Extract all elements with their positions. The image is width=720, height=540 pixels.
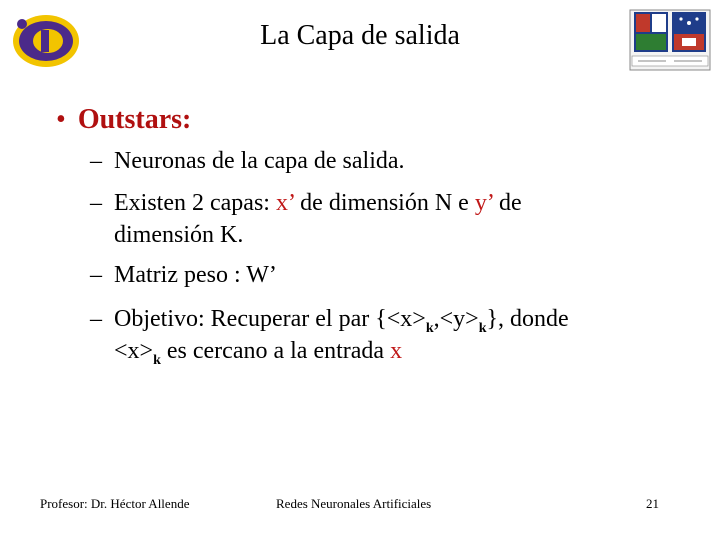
list-item-continuation: $<x>_k$ es cercano a la entrada x <box>114 338 403 368</box>
page-number: 21 <box>646 496 659 511</box>
list-item: – Matriz peso : W’ <box>90 262 277 288</box>
list-item-continuation: dimensión K. <box>114 222 244 248</box>
list-item: – Objetivo: Recuperar el par $\{<x>_k,<y>_k\}$, donde <box>90 306 569 336</box>
university-seal-icon <box>628 8 712 72</box>
list-item: – Existen 2 capas: x’ de dimensión N e y’ de <box>90 190 522 216</box>
bullet-outstars <box>56 104 191 136</box>
list-item: – Neuronas de la capa de salida. <box>90 148 405 174</box>
page-title: La Capa de salida <box>260 20 460 51</box>
bullet-marker: • <box>56 104 66 135</box>
footer-author: Profesor: Dr. Héctor Allende <box>40 496 190 511</box>
bullet-colon: : <box>182 104 192 135</box>
footer-course: Redes Neuronales Artificiales <box>276 496 432 511</box>
bullet-label: Outstars <box>77 104 183 135</box>
